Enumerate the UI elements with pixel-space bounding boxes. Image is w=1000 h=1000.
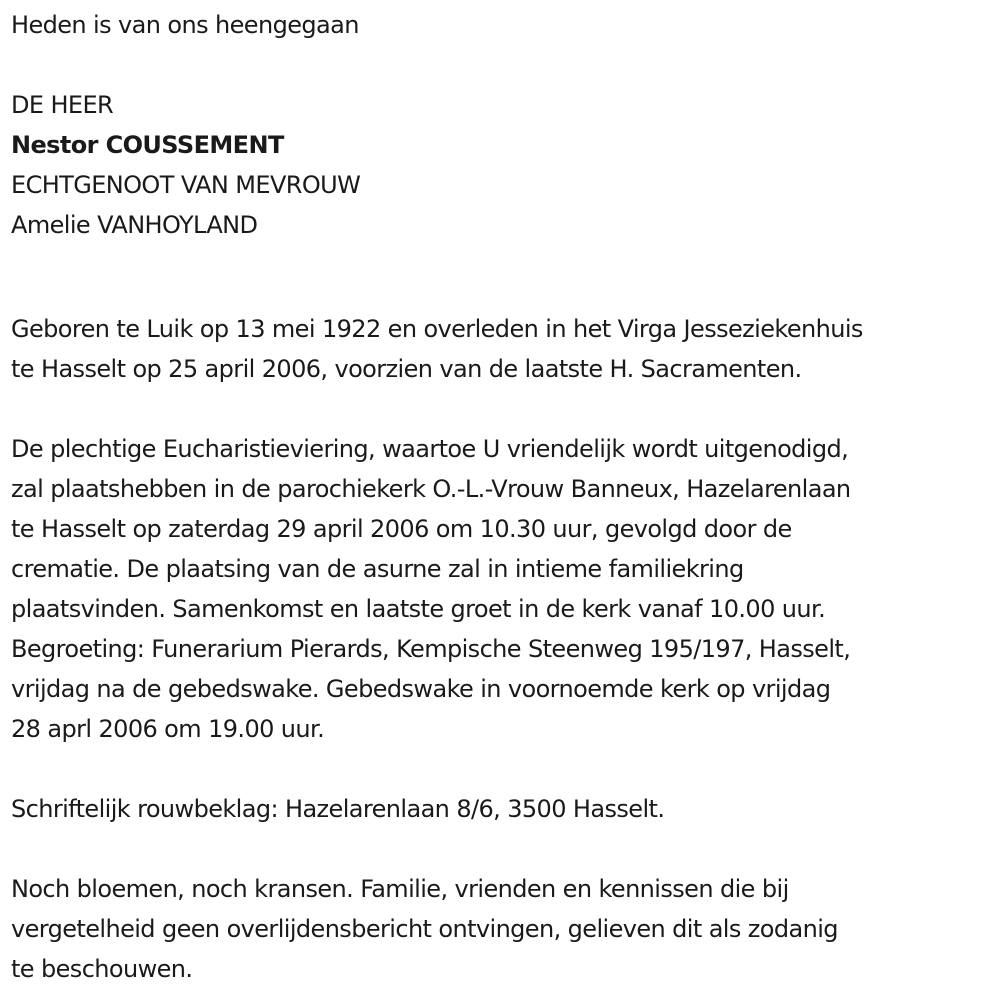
paragraph-line: te beschouwen.: [11, 955, 193, 983]
paragraph-line: Begroeting: Funerarium Pierards, Kempische Steenweg 195/197, Hasselt,: [11, 635, 851, 663]
intro-block: [11, 5, 359, 45]
condolence-address: [11, 789, 664, 829]
paragraph-line: Noch bloemen, noch kransen. Familie, vrienden en kennissen die bij: [11, 875, 789, 903]
deceased-name: Nestor COUSSEMENT: [11, 131, 284, 159]
paragraph-line: plaatsvinden. Samenkomst en laatste groet in de kerk vanaf 10.00 uur.: [11, 595, 826, 623]
service-paragraph: [11, 429, 851, 749]
final-paragraph: [11, 869, 838, 989]
paragraph-line: crematie. De plaatsing van de asurne zal in intieme familiekring: [11, 555, 744, 583]
paragraph-line: te Hasselt op zaterdag 29 april 2006 om 10.30 uur, gevolgd door de: [11, 515, 792, 543]
spouse-name: Amelie VANHOYLAND: [11, 211, 258, 239]
paragraph-line: De plechtige Eucharistieviering, waartoe U vriendelijk wordt uitgenodigd,: [11, 435, 849, 463]
paragraph-line: vrijdag na de gebedswake. Gebedswake in voornoemde kerk op vrijdag: [11, 675, 831, 703]
paragraph-line: 28 aprl 2006 om 19.00 uur.: [11, 715, 325, 743]
title-line: DE HEER: [11, 91, 114, 119]
paragraph-line: zal plaatshebben in de parochiekerk O.-L.-Vrouw Banneux, Hazelarenlaan: [11, 475, 851, 503]
birth-death-paragraph: [11, 309, 863, 389]
intro-line: Heden is van ons heengegaan: [11, 11, 359, 39]
paragraph-line: vergetelheid geen overlijdensbericht ontvingen, gelieven dit als zodanig: [11, 915, 838, 943]
paragraph-line: Schriftelijk rouwbeklag: Hazelarenlaan 8/6, 3500 Hasselt.: [11, 795, 665, 823]
spouse-label: ECHTGENOOT VAN MEVROUW: [11, 171, 361, 199]
paragraph-line: Geboren te Luik op 13 mei 1922 en overleden in het Virga Jesseziekenhuis: [11, 315, 863, 343]
paragraph-line: te Hasselt op 25 april 2006, voorzien van de laatste H. Sacramenten.: [11, 355, 802, 383]
name-block: [11, 85, 360, 245]
